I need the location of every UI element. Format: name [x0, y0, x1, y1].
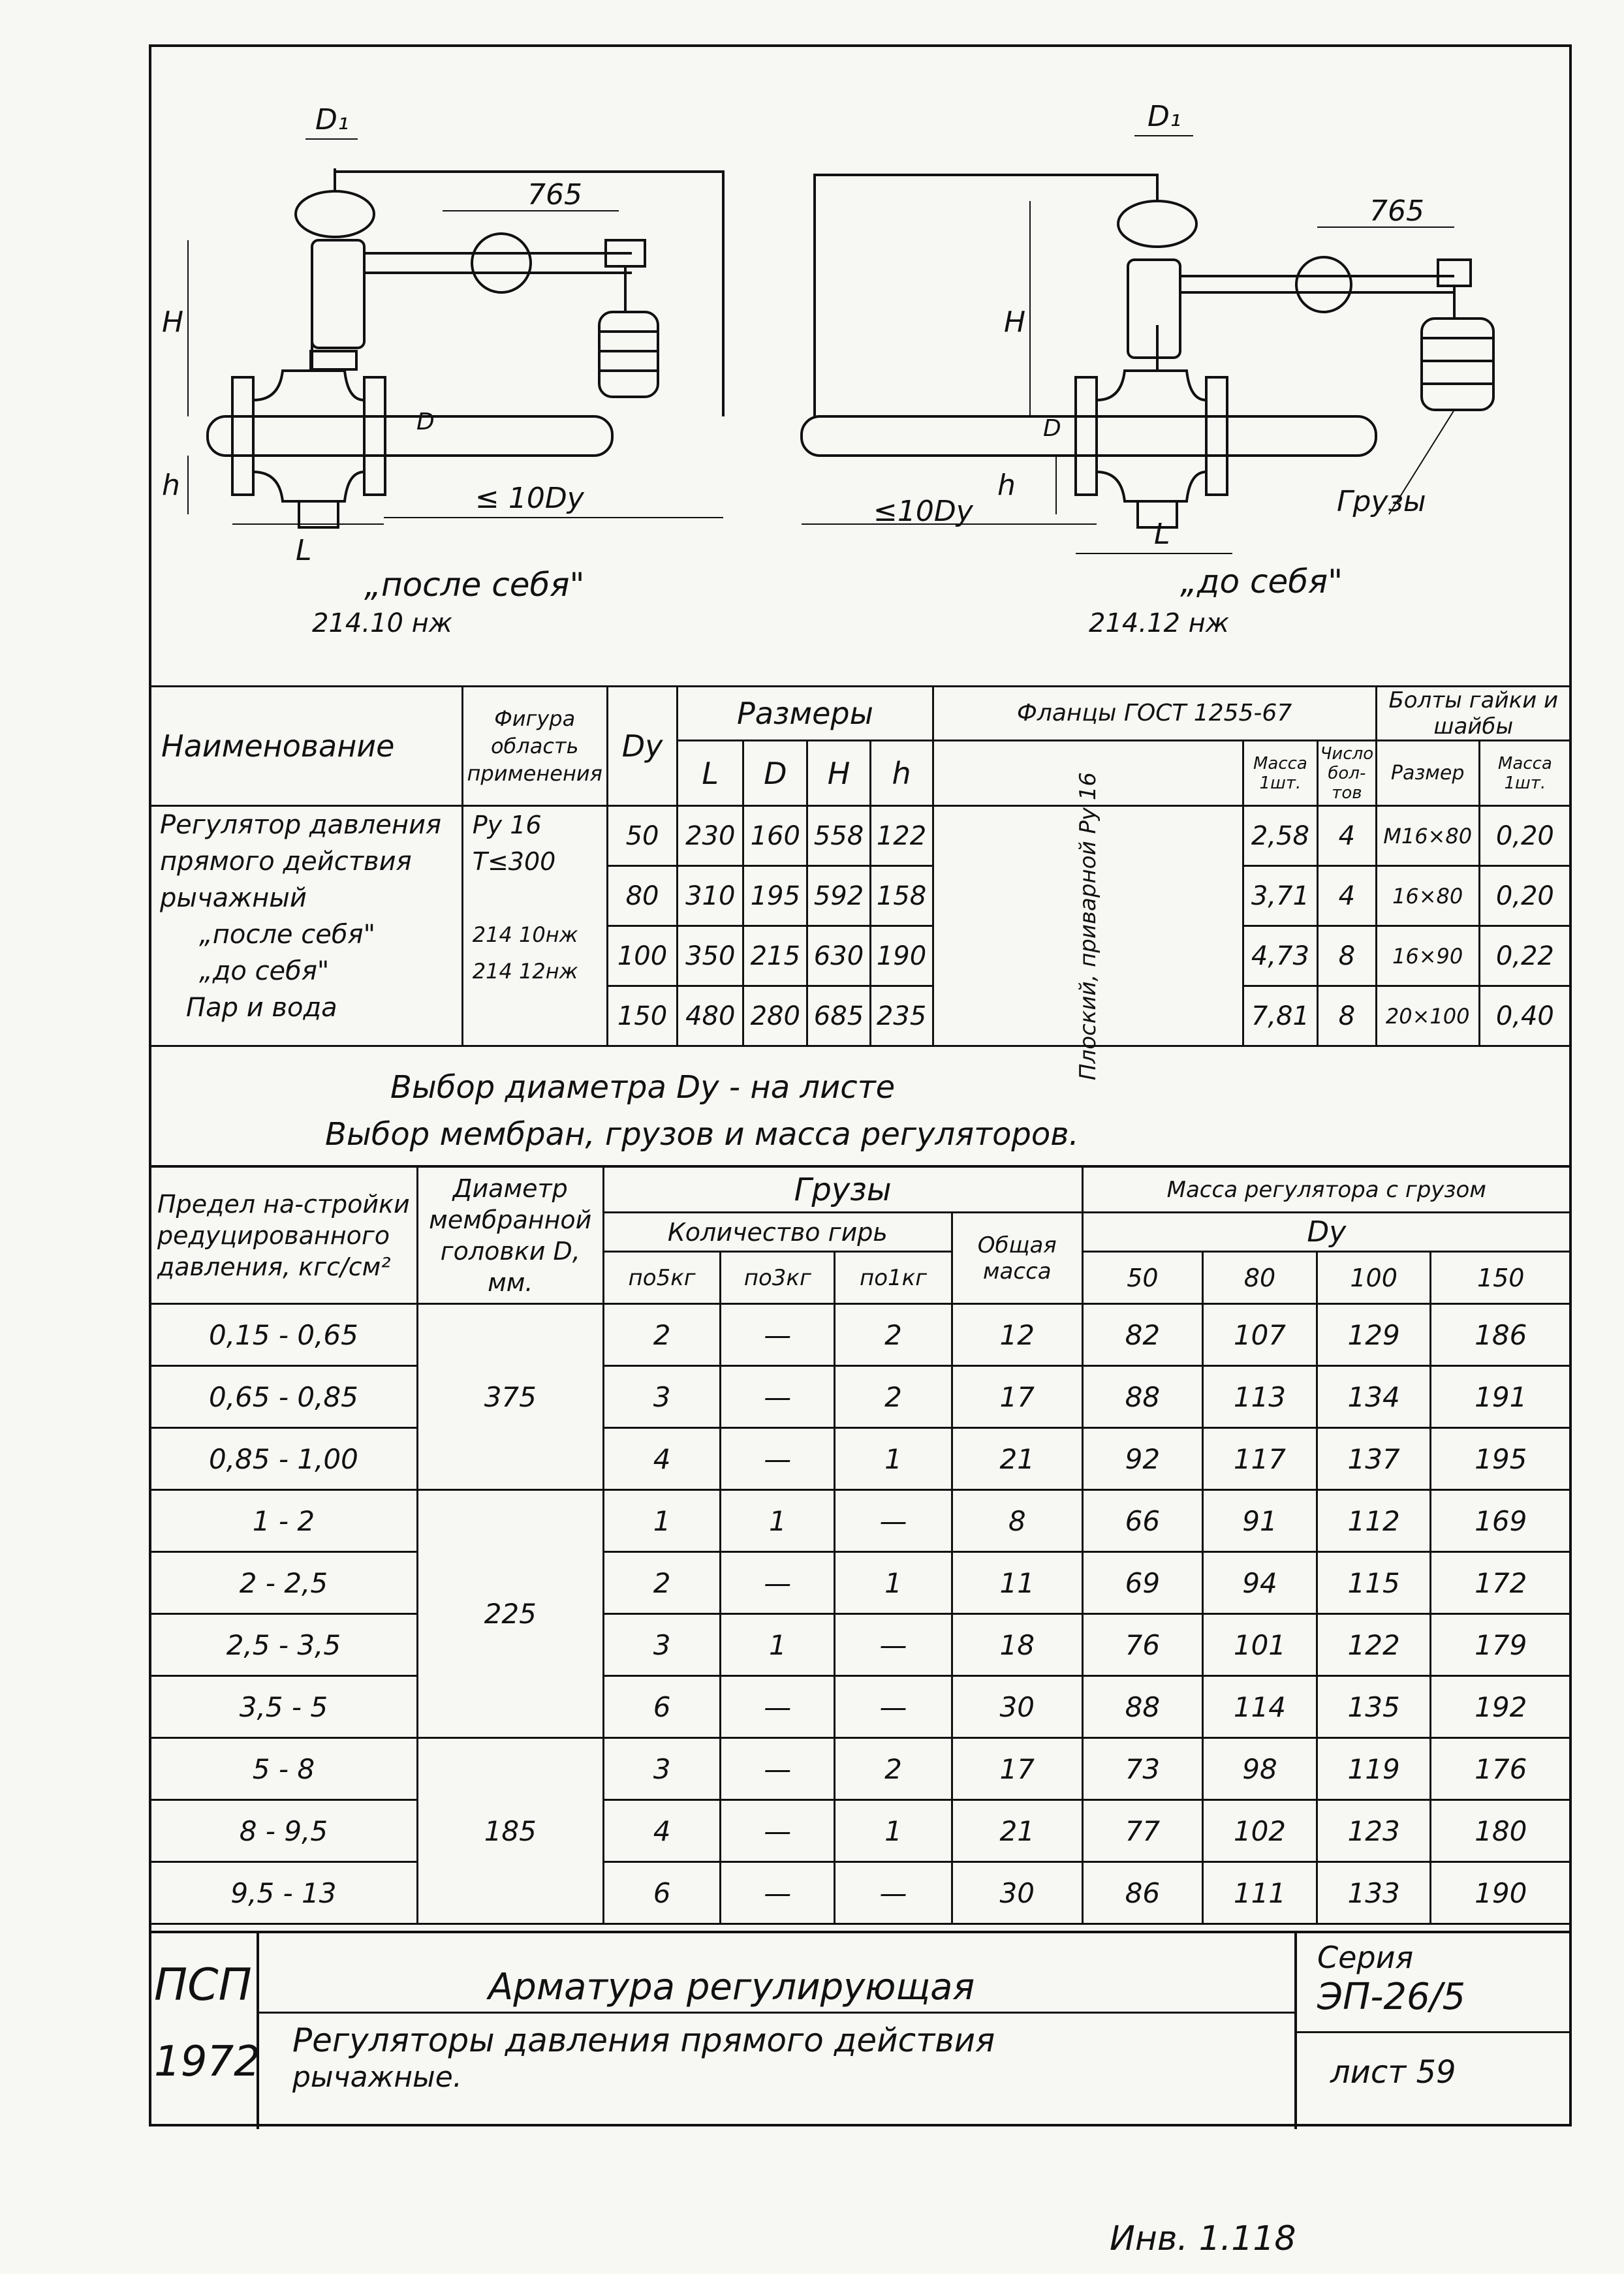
- left-caption: „после себя": [364, 566, 585, 604]
- bolt-size-cell: 16×90: [1376, 926, 1479, 986]
- w3-cell: —: [721, 1738, 835, 1800]
- H-cell: 630: [807, 926, 870, 986]
- note-line-1: Выбор диаметра Dу - на листе: [390, 1069, 896, 1106]
- left-D-label: D: [416, 409, 435, 435]
- total-cell: 18: [952, 1614, 1082, 1676]
- table-row: [150, 1366, 1571, 1428]
- flange-mass-cell: 2,58: [1243, 806, 1317, 866]
- header-d50: 50: [1082, 1252, 1203, 1304]
- header-D: D: [743, 741, 807, 806]
- m50-cell: 92: [1082, 1428, 1203, 1490]
- figure-line: Ру 16: [472, 811, 542, 839]
- left-H-label: H: [162, 305, 184, 339]
- left-weights: [599, 312, 658, 397]
- figure-line: [473, 880, 606, 916]
- D-cell: 215: [743, 926, 807, 986]
- H-cell: 685: [807, 986, 870, 1046]
- stamp-series-1: Серия: [1317, 1940, 1414, 1975]
- header-dy: Dy: [607, 687, 678, 806]
- right-H-label: H: [1004, 305, 1026, 339]
- w1-cell: 2: [835, 1738, 952, 1800]
- w3-cell: 1: [721, 1614, 835, 1676]
- L-cell: 350: [678, 926, 743, 986]
- left-flange-out: [364, 377, 385, 495]
- m50-cell: 82: [1082, 1304, 1203, 1366]
- range-cell: 5 - 8: [150, 1738, 418, 1800]
- w5-cell: 6: [603, 1676, 721, 1738]
- m100-cell: 134: [1317, 1366, 1431, 1428]
- right-pipe: [802, 416, 1376, 456]
- notes-band: [149, 1064, 1572, 1167]
- bolt-mass-cell: 0,40: [1479, 986, 1570, 1046]
- right-weights-label: Грузы: [1337, 485, 1426, 518]
- figure-line: 214 10нж: [472, 922, 578, 947]
- header-dy: Dy: [1082, 1213, 1570, 1252]
- H-cell: 558: [807, 806, 870, 866]
- m100-cell: 122: [1317, 1614, 1431, 1676]
- stamp-title: Арматура регулирующая: [488, 1966, 975, 2008]
- total-cell: 8: [952, 1490, 1082, 1552]
- note-line-2: Выбор мембран, грузов и масса регуляторов.: [325, 1116, 1079, 1153]
- w3-cell: —: [721, 1800, 835, 1862]
- dy-cell: 150: [607, 986, 678, 1046]
- header-w3: по3кг: [721, 1252, 835, 1304]
- w5-cell: 2: [603, 1552, 721, 1614]
- right-length-label: ≤10Dy: [873, 495, 973, 528]
- footnote-inventory: Инв. 1.118: [1110, 2219, 1296, 2258]
- m150-cell: 180: [1431, 1800, 1571, 1862]
- range-cell: 0,85 - 1,00: [150, 1428, 418, 1490]
- m150-cell: 195: [1431, 1428, 1571, 1490]
- w1-cell: —: [835, 1490, 952, 1552]
- table-row: [150, 1614, 1571, 1676]
- L-cell: 230: [678, 806, 743, 866]
- w1-cell: 2: [835, 1304, 952, 1366]
- right-caption: „до себя": [1180, 563, 1343, 600]
- spec-table: [149, 685, 1572, 1080]
- w3-cell: —: [721, 1862, 835, 1924]
- h-cell: 158: [870, 866, 933, 926]
- m150-cell: 190: [1431, 1862, 1571, 1924]
- table-row: [150, 1862, 1571, 1924]
- left-pipe: [208, 416, 612, 456]
- range-cell: 8 - 9,5: [150, 1800, 418, 1862]
- m80-cell: 117: [1203, 1428, 1317, 1490]
- m80-cell: 94: [1203, 1552, 1317, 1614]
- w5-cell: 4: [603, 1428, 721, 1490]
- name-cell: [150, 806, 463, 1046]
- header-bolt-mass: Масса 1шт.: [1479, 741, 1570, 806]
- table-row: [150, 1552, 1571, 1614]
- m50-cell: 66: [1082, 1490, 1203, 1552]
- range-cell: 1 - 2: [150, 1490, 418, 1552]
- table-row: [150, 1428, 1571, 1490]
- right-code: 214.12 нж: [1089, 608, 1229, 638]
- table-row: [150, 1490, 1571, 1552]
- w3-cell: 1: [721, 1490, 835, 1552]
- h-cell: 235: [870, 986, 933, 1046]
- m100-cell: 119: [1317, 1738, 1431, 1800]
- m80-cell: 107: [1203, 1304, 1317, 1366]
- w3-cell: —: [721, 1428, 835, 1490]
- membrane-diameter-cell: 225: [417, 1490, 603, 1738]
- m100-cell: 137: [1317, 1428, 1431, 1490]
- left-d1-label: D₁: [315, 103, 349, 136]
- h-cell: 122: [870, 806, 933, 866]
- header-d100: 100: [1317, 1252, 1431, 1304]
- left-code: 214.10 нж: [312, 608, 452, 638]
- figure-cell: [462, 806, 607, 1046]
- m50-cell: 76: [1082, 1614, 1203, 1676]
- flange-mass-cell: 7,81: [1243, 986, 1317, 1046]
- figure-line: Т≤300: [472, 847, 556, 876]
- total-cell: 17: [952, 1366, 1082, 1428]
- bolt-count-cell: 4: [1318, 866, 1376, 926]
- total-cell: 21: [952, 1800, 1082, 1862]
- stamp-divider: [1294, 2031, 1572, 2033]
- flange-mass-cell: 3,71: [1243, 866, 1317, 926]
- D-cell: 195: [743, 866, 807, 926]
- range-cell: 9,5 - 13: [150, 1862, 418, 1924]
- stamp-year: 1972: [154, 2038, 260, 2086]
- bolt-mass-cell: 0,22: [1479, 926, 1570, 986]
- header-flange-mass: Масса 1шт.: [1243, 741, 1317, 806]
- m100-cell: 123: [1317, 1800, 1431, 1862]
- m50-cell: 77: [1082, 1800, 1203, 1862]
- header-weights: Грузы: [603, 1167, 1082, 1213]
- regulator-drawings: [149, 44, 1572, 684]
- total-cell: 21: [952, 1428, 1082, 1490]
- m150-cell: 191: [1431, 1366, 1571, 1428]
- range-cell: 2 - 2,5: [150, 1552, 418, 1614]
- right-impulse-tube: [815, 175, 1157, 416]
- range-cell: 0,15 - 0,65: [150, 1304, 418, 1366]
- header-w1: по1кг: [835, 1252, 952, 1304]
- stamp-divider: [257, 1933, 259, 2129]
- flange-type-text: Плоский, приварной Ру 16: [1074, 771, 1101, 1080]
- name-line: рычажный: [160, 883, 307, 913]
- table-row: [150, 1738, 1571, 1800]
- name-line: „после себя": [199, 920, 375, 950]
- D-cell: 160: [743, 806, 807, 866]
- w5-cell: 3: [603, 1738, 721, 1800]
- membrane-diameter-cell: 375: [417, 1304, 603, 1490]
- header-H: H: [807, 741, 870, 806]
- left-valve-body: [253, 371, 364, 501]
- m80-cell: 102: [1203, 1800, 1317, 1862]
- right-ball: [1296, 257, 1351, 312]
- w3-cell: —: [721, 1366, 835, 1428]
- name-line: „до себя": [199, 956, 330, 986]
- left-765-label: 765: [527, 178, 582, 211]
- stamp-divider: [257, 2012, 1294, 2014]
- bolt-size-cell: М16×80: [1376, 806, 1479, 866]
- right-diaphragm: [1118, 201, 1196, 247]
- m80-cell: 113: [1203, 1366, 1317, 1428]
- header-w5: по5кг: [603, 1252, 721, 1304]
- D-cell: 280: [743, 986, 807, 1046]
- w5-cell: 6: [603, 1862, 721, 1924]
- m150-cell: 179: [1431, 1614, 1571, 1676]
- m150-cell: 172: [1431, 1552, 1571, 1614]
- m50-cell: 88: [1082, 1676, 1203, 1738]
- membrane-diameter-cell: 185: [417, 1738, 603, 1924]
- name-line: прямого действия: [160, 847, 412, 877]
- flange-mass-cell: 4,73: [1243, 926, 1317, 986]
- w1-cell: 1: [835, 1428, 952, 1490]
- total-cell: 30: [952, 1862, 1082, 1924]
- left-actuator: [312, 240, 364, 348]
- w3-cell: —: [721, 1552, 835, 1614]
- stamp-subtitle-2: рычажные.: [292, 2061, 462, 2094]
- left-flange-in: [232, 377, 253, 495]
- header-total: Общая масса: [952, 1213, 1082, 1304]
- right-D-label: D: [1043, 415, 1061, 442]
- table-row: [150, 1304, 1571, 1366]
- w1-cell: —: [835, 1676, 952, 1738]
- h-cell: 190: [870, 926, 933, 986]
- header-name: Наименование: [150, 687, 463, 806]
- title-block: [149, 1931, 1572, 2129]
- right-flange-out: [1206, 377, 1227, 495]
- m50-cell: 69: [1082, 1552, 1203, 1614]
- dy-cell: 100: [607, 926, 678, 986]
- right-flange-in: [1076, 377, 1097, 495]
- m150-cell: 169: [1431, 1490, 1571, 1552]
- header-figure: Фигура область применения: [462, 687, 607, 806]
- m80-cell: 91: [1203, 1490, 1317, 1552]
- m80-cell: 101: [1203, 1614, 1317, 1676]
- header-flanges: Фланцы ГОСТ 1255-67: [933, 687, 1376, 741]
- bolt-mass-cell: 0,20: [1479, 866, 1570, 926]
- bolt-count-cell: 4: [1318, 806, 1376, 866]
- m50-cell: 86: [1082, 1862, 1203, 1924]
- bolt-size-cell: 20×100: [1376, 986, 1479, 1046]
- w5-cell: 2: [603, 1304, 721, 1366]
- m50-cell: 88: [1082, 1366, 1203, 1428]
- header-sizes: Размеры: [678, 687, 933, 741]
- w5-cell: 3: [603, 1366, 721, 1428]
- w3-cell: —: [721, 1304, 835, 1366]
- w1-cell: —: [835, 1862, 952, 1924]
- total-cell: 11: [952, 1552, 1082, 1614]
- header-range: Предел на-стройки редуцированного давления, кгс/см²: [150, 1167, 418, 1304]
- w3-cell: —: [721, 1676, 835, 1738]
- table-row: [150, 1676, 1571, 1738]
- left-diaphragm: [296, 191, 374, 237]
- right-valve-body: [1097, 371, 1206, 501]
- flange-type-cell: [933, 771, 1243, 1080]
- m80-cell: 111: [1203, 1862, 1317, 1924]
- total-cell: 17: [952, 1738, 1082, 1800]
- right-actuator: [1128, 260, 1180, 358]
- weights-table-body: [150, 1304, 1571, 1924]
- right-weights: [1422, 319, 1493, 410]
- bolt-mass-cell: 0,20: [1479, 806, 1570, 866]
- header-diam: Диаметр мембранной головки D, мм.: [417, 1167, 603, 1304]
- total-cell: 30: [952, 1676, 1082, 1738]
- L-cell: 480: [678, 986, 743, 1046]
- m100-cell: 115: [1317, 1552, 1431, 1614]
- m100-cell: 112: [1317, 1490, 1431, 1552]
- header-d80: 80: [1203, 1252, 1317, 1304]
- bolt-count-cell: 8: [1318, 986, 1376, 1046]
- H-cell: 592: [807, 866, 870, 926]
- stamp-subtitle-1: Регуляторы давления прямого действия: [292, 2021, 995, 2059]
- left-length-label: ≤ 10Dy: [475, 482, 584, 515]
- m80-cell: 98: [1203, 1738, 1317, 1800]
- total-cell: 12: [952, 1304, 1082, 1366]
- m150-cell: 192: [1431, 1676, 1571, 1738]
- w1-cell: 1: [835, 1800, 952, 1862]
- range-cell: 2,5 - 3,5: [150, 1614, 418, 1676]
- left-h-label: h: [162, 469, 180, 502]
- left-ball: [472, 234, 531, 292]
- name-line: Регулятор давления: [160, 810, 442, 840]
- bolt-count-cell: 8: [1318, 926, 1376, 986]
- header-L: L: [678, 741, 743, 806]
- header-count: Количество гирь: [603, 1213, 952, 1252]
- right-d1-label: D₁: [1148, 100, 1181, 133]
- w5-cell: 1: [603, 1490, 721, 1552]
- header-bolt-size: Размер: [1376, 741, 1479, 806]
- w5-cell: 3: [603, 1614, 721, 1676]
- range-cell: 0,65 - 0,85: [150, 1366, 418, 1428]
- table-row: [150, 1800, 1571, 1862]
- header-bolts: Болты гайки и шайбы: [1376, 687, 1570, 741]
- right-765-label: 765: [1369, 195, 1424, 228]
- name-line: Пар и вода: [186, 993, 337, 1023]
- range-cell: 3,5 - 5: [150, 1676, 418, 1738]
- right-L-label: L: [1154, 518, 1170, 551]
- header-regulator-mass: Масса регулятора с грузом: [1082, 1167, 1570, 1213]
- w1-cell: 1: [835, 1552, 952, 1614]
- stamp-org: ПСП: [154, 1959, 252, 2011]
- header-bolt-count: Число бол-тов: [1318, 741, 1376, 806]
- m100-cell: 135: [1317, 1676, 1431, 1738]
- header-h: h: [870, 741, 933, 806]
- dy-cell: 50: [607, 806, 678, 866]
- m100-cell: 133: [1317, 1862, 1431, 1924]
- L-cell: 310: [678, 866, 743, 926]
- weights-table: [149, 1166, 1572, 1925]
- dy-cell: 80: [607, 866, 678, 926]
- m150-cell: 186: [1431, 1304, 1571, 1366]
- m100-cell: 129: [1317, 1304, 1431, 1366]
- stamp-series-2: ЭП-26/5: [1317, 1976, 1466, 2018]
- m50-cell: 73: [1082, 1738, 1203, 1800]
- right-h-label: h: [997, 469, 1016, 502]
- m80-cell: 114: [1203, 1676, 1317, 1738]
- bolt-size-cell: 16×80: [1376, 866, 1479, 926]
- w1-cell: 2: [835, 1366, 952, 1428]
- m150-cell: 176: [1431, 1738, 1571, 1800]
- stamp-sheet: лист 59: [1330, 2054, 1456, 2091]
- w5-cell: 4: [603, 1800, 721, 1862]
- figure-line: 214 12нж: [472, 959, 578, 984]
- w1-cell: —: [835, 1614, 952, 1676]
- header-d150: 150: [1431, 1252, 1571, 1304]
- left-L-label: L: [296, 534, 312, 567]
